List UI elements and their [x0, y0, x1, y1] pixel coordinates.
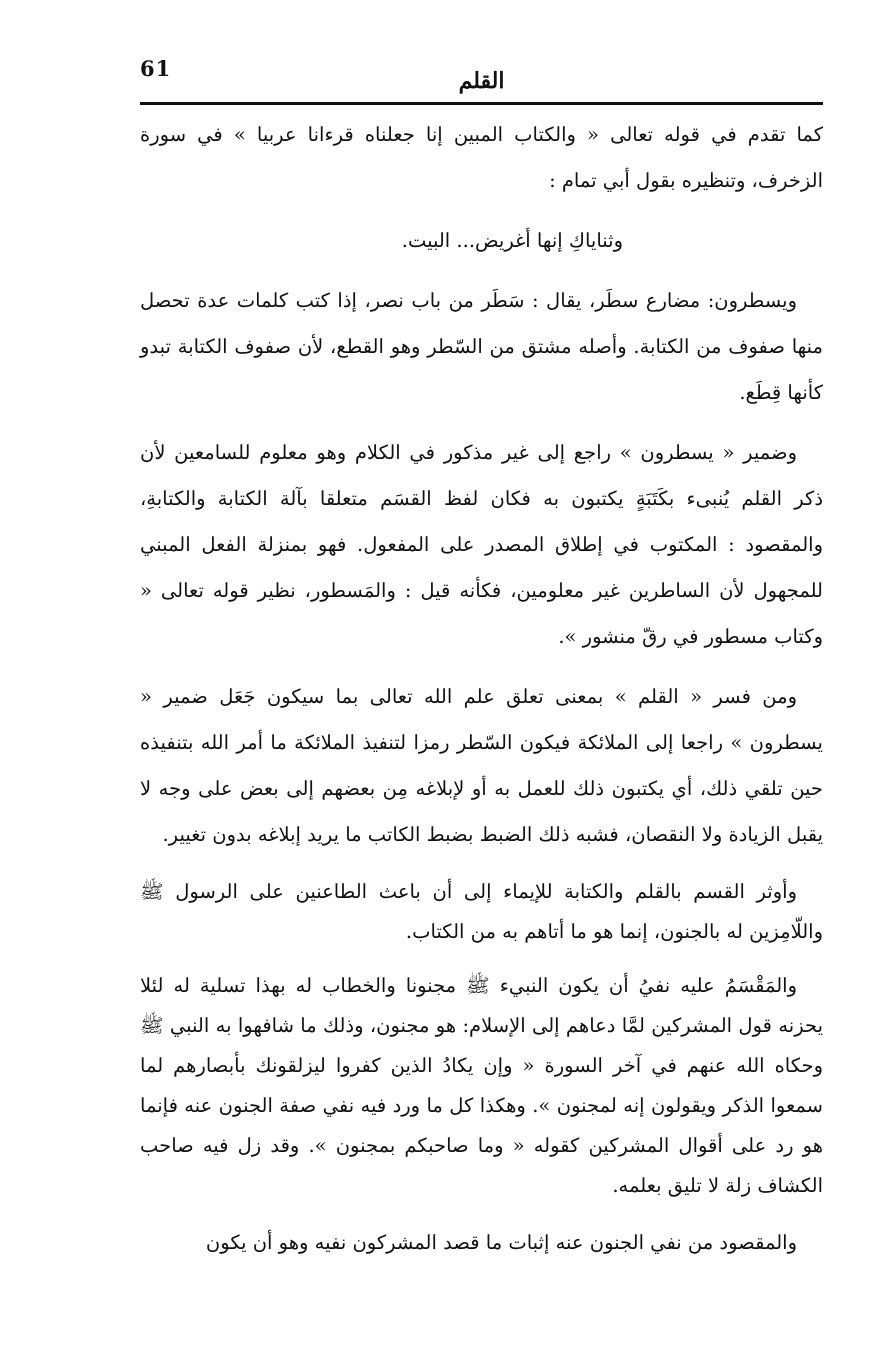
page-body	[140, 112, 823, 1280]
paragraph-2: ويسطرون: مضارع سطَر، يقال : سَطَر من باب نصر، إذا كتب كلمات عدة تحصل منها صفوف من الكتابة. وأصله مشتق من السّطر وهو القطع، لأن صفوف الكتابة تبدو كأنها قِطَع.	[140, 289, 823, 404]
paragraph-7: والمقصود من نفي الجنون عنه إثبات ما قصد المشركون نفيه وهو أن يكون	[205, 1231, 797, 1254]
poetry-verse: وثناياكِ إنها أغريض... البيت.	[401, 229, 623, 252]
paragraph-5: وأوثر القسم بالقلم والكتابة للإيماء إلى أن باعث الطاعنين على الرسول ﷺ واللّامِزين له بالجنون، إنما هو ما أتاهم به من الكتاب.	[140, 880, 823, 943]
running-title: القلم	[458, 68, 505, 94]
paragraph-6: والمَقْسَمُ عليه نفيُ أن يكون النبيء ﷺ مجنونا والخطاب له بهذا تسلية له لئلا يحزنه قول المشركين لمَّا دعاهم إلى الإسلام: هو مجنون، وذلك ما شافهوا به النبي ﷺ وحكاه الله عنهم في آخر السورة « وإن يكادُ الذين كفروا ليزلقونك بأبصارهم لما سمعوا الذكر ويقولون إنه لمجنون ». وهكذا كل ما ورد فيه نفي صفة الجنون عنه فإنما هو رد على أقوال المشركين كقوله « وما صاحبكم بمجنون ». وقد زل فيه صاحب الكشاف زلة لا تليق بعلمه.	[140, 974, 823, 1197]
paragraph-4: ومن فسر « القلم » بمعنى تعلق علم الله تعالى بما سيكون جَعَل ضمير « يسطرون » راجعا إلى الملائكة فيكون السّطر رمزا لتنفيذ الملائكة ما أمر الله بتنفيذه حين تلقي ذلك، أي يكتبون ذلك للعمل به أو لإبلاغه مِن بعضهم إلى بعض على وجه لا يقبل الزيادة ولا النقصان، فشبه ذلك الضبط بضبط الكاتب ما يريد إبلاغه بدون تغيير.	[140, 685, 823, 846]
page-header	[140, 52, 823, 104]
paragraph-3: وضمير « يسطرون » راجع إلى غير مذكور في الكلام وهو معلوم للسامعين لأن ذكر القلم يُنبىء بكَتَبَةٍ يكتبون به فكان لفظ القسَم متعلقا بآلة الكتابة والكتابةِ، والمقصود : المكتوب في إطلاق المصدر على المفعول. فهو بمنزلة الفعل المبني للمجهول لأن الساطرين غير معلومين، فكأنه قيل : والمَسطور، نظير قوله تعالى « وكتاب مسطور في رقّ منشور ».	[140, 441, 823, 648]
header-rule	[140, 102, 823, 105]
paragraph-1: كما تقدم في قوله تعالى « والكتاب المبين إنا جعلناه قرءانا عربيا » في سورة الزخرف، وتنظيره بقول أبي تمام :	[140, 123, 823, 192]
page-number: 61	[140, 56, 172, 81]
